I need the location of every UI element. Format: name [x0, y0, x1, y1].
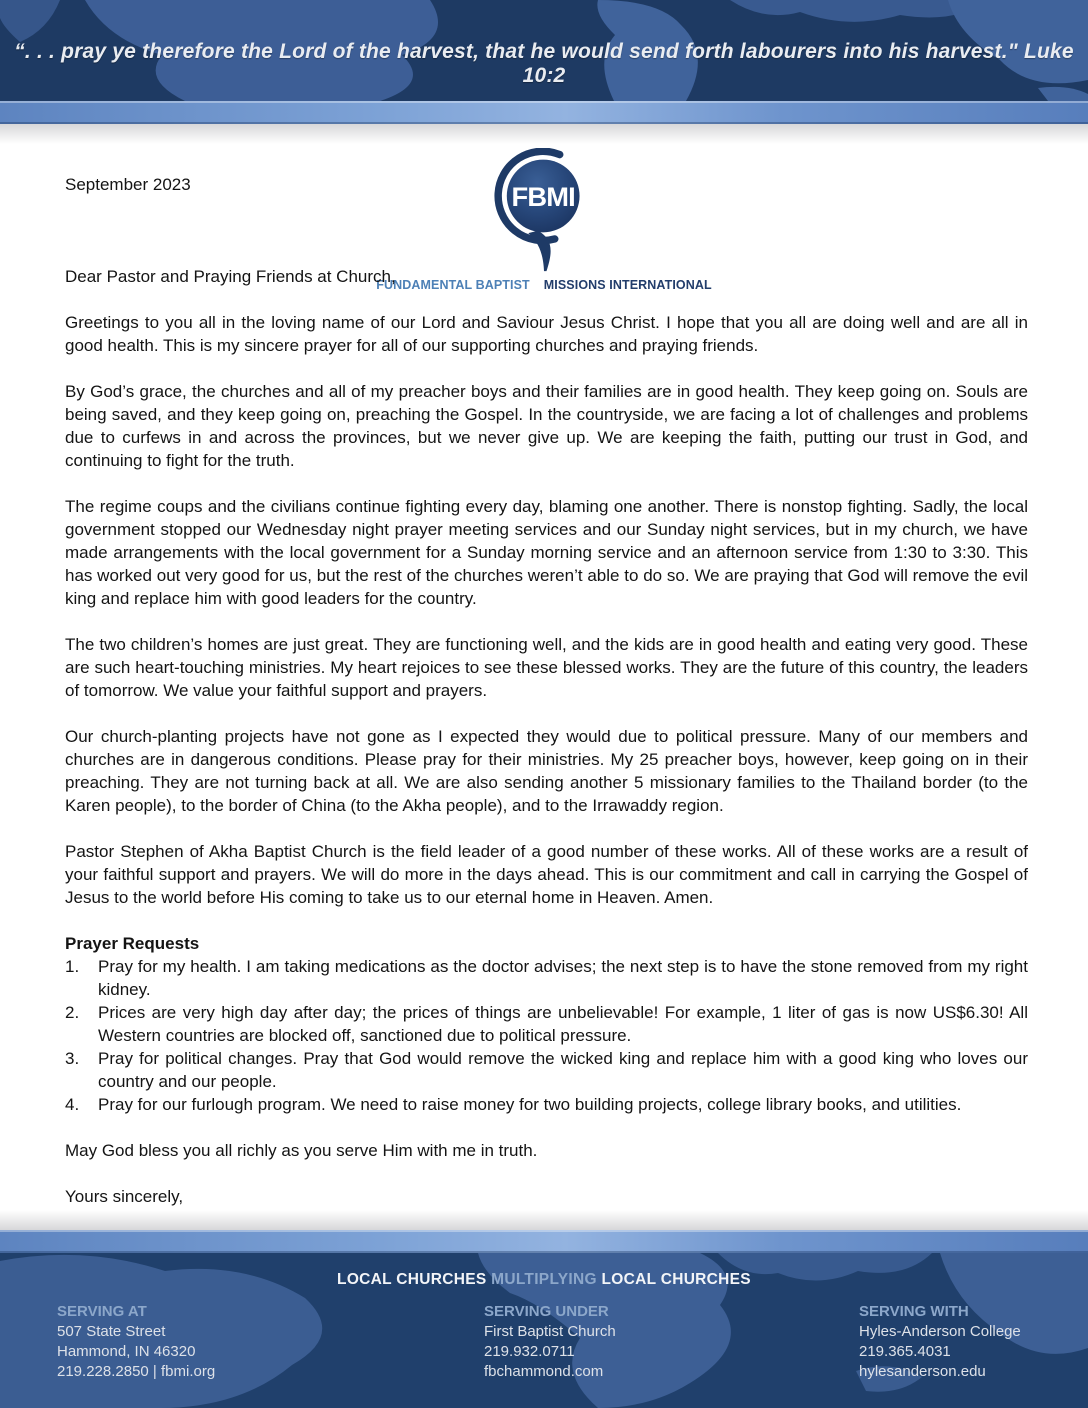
- footer-banner: [0, 1253, 1088, 1408]
- salutation: Dear Pastor and Praying Friends at Church,: [65, 267, 396, 286]
- footer-contact-line: 219.228.2850 | fbmi.org: [57, 1363, 216, 1380]
- paragraph: Greetings to you all in the loving name of our Lord and Saviour Jesus Christ. I hope that you all are doing well and are all in good health. This is my sincere prayer for all of our supporting churches and praying friends.: [65, 313, 1028, 355]
- list-item: [65, 955, 1028, 1001]
- blue-stripe-bottom: [0, 1230, 1088, 1253]
- list-item-number: 4.: [65, 1095, 80, 1114]
- scripture-quote: “. . . pray ye therefore the Lord of the harvest, that he would send forth labourers into his harvest." Luke 10:2: [14, 40, 1074, 87]
- footer-column-serving-with: [859, 1302, 1021, 1382]
- list-item-number: 3.: [65, 1049, 80, 1068]
- list-item-text: Pray for our furlough program. We need to raise money for two building projects, college library books, and utilities.: [98, 1095, 962, 1114]
- footer-column-heading: SERVING WITH: [859, 1303, 969, 1320]
- list-item-text: Pray for my health. I am taking medications as the doctor advises; the next step is to have the stone removed from my right kidney.: [98, 957, 1028, 999]
- prayer-requests-heading: Prayer Requests: [65, 934, 200, 953]
- prayer-requests-list: [65, 955, 1028, 1116]
- footer-address-line: 507 State Street: [57, 1323, 166, 1340]
- footer-column-serving-at: [57, 1302, 215, 1382]
- list-item-text: Pray for political changes. Pray that God would remove the wicked king and replace him with a good king who loves our country and our people.: [98, 1049, 1028, 1091]
- tagline-part: LOCAL CHURCHES: [601, 1271, 751, 1288]
- tagline-part: LOCAL CHURCHES: [337, 1271, 487, 1288]
- footer-phone-line: 219.932.0711: [484, 1343, 575, 1360]
- list-item: [65, 1093, 1028, 1116]
- footer-website-line: hylesanderson.edu: [859, 1363, 986, 1380]
- paragraph: The regime coups and the civilians continue fighting every day, blaming one another. There is nonstop fighting. Sadly, the local government stopped our Wednesday night prayer meeting services and our Sunday night services, but in my church, we have made arrangements with the local government for a Sunday morning service and an afternoon service from 1:30 to 3:30. This has worked out very good for us, but the rest of the churches weren’t able to do so. We are praying that God will remove the evil king and replace him with good leaders for the country.: [65, 497, 1028, 608]
- list-item-number: 2.: [65, 1003, 80, 1022]
- blue-stripe-top: [0, 101, 1088, 124]
- footer-column-serving-under: [484, 1302, 616, 1382]
- top-banner: [0, 0, 1088, 101]
- footer-section: [0, 1210, 1088, 1408]
- list-item: [65, 1001, 1028, 1047]
- blessing-line: May God bless you all richly as you serve Him with me in truth.: [65, 1141, 538, 1160]
- logo-name-left: FUNDAMENTAL BAPTIST: [376, 278, 530, 292]
- footer-org-line: Hyles-Anderson College: [859, 1323, 1021, 1340]
- paragraph: Our church-planting projects have not gone as I expected they would due to political pressure. Many of our members and churches are in dangerous conditions. Please pray for their ministries. My 25 preacher boys, however, keep going on in their preaching. They are not turning back at all. We are also sending another 5 missionary families to the Thailand border (to the Karen people), to the border of China (to the Akha people), and to the Irrawaddy region.: [65, 727, 1028, 815]
- footer-address-line: Hammond, IN 46320: [57, 1343, 196, 1360]
- tagline-part: MULTIPLYING: [491, 1271, 597, 1288]
- paragraph: The two children’s homes are just great. They are functioning well, and the kids are in good health and eating very good. These are such heart-touching ministries. My heart rejoices to see these blessed works. They are the future of this country, the leaders of tomorrow. We value your faithful support and prayers.: [65, 635, 1028, 700]
- footer-column-heading: SERVING UNDER: [484, 1303, 609, 1320]
- logo-name-right: MISSIONS INTERNATIONAL: [543, 278, 712, 292]
- letter-date: September 2023: [65, 175, 191, 194]
- footer-column-heading: SERVING AT: [57, 1303, 147, 1320]
- paragraph: Pastor Stephen of Akha Baptist Church is the field leader of a good number of these works. All of these works are a result of your faithful support and prayers. We will do more in the days ahead. This is our commitment and call in carrying the Gospel of Jesus to the world before His coming to take us to our eternal home in Heaven. Amen.: [65, 842, 1028, 907]
- stripe-shadow: [0, 124, 1088, 144]
- stripe-shadow: [0, 1210, 1088, 1230]
- footer-tagline: [0, 1271, 1088, 1289]
- paragraph: By God’s grace, the churches and all of my preacher boys and their families are in good health. They keep going on. Souls are being saved, and they keep going on, preaching the Gospel. In the countryside, we are facing a lot of challenges and problems due to curfews in and across the provinces, but we never give up. We are keeping the faith, putting our trust in God, and continuing to fight for the truth.: [65, 382, 1028, 470]
- footer-org-line: First Baptist Church: [484, 1323, 616, 1340]
- closing-line: Yours sincerely,: [65, 1187, 184, 1206]
- list-item-text: Prices are very high day after day; the prices of things are unbelievable! For example, 1 liter of gas is now US$6.30! All Western countries are blocked off, sanctioned due to political pressure.: [98, 1003, 1028, 1045]
- letter-body: [0, 144, 1088, 1277]
- list-item: [65, 1047, 1028, 1093]
- svg-text:FBMI: FBMI: [511, 180, 575, 212]
- list-item-number: 1.: [65, 957, 80, 976]
- footer-phone-line: 219.365.4031: [859, 1343, 951, 1360]
- footer-website-line: fbchammond.com: [484, 1363, 604, 1380]
